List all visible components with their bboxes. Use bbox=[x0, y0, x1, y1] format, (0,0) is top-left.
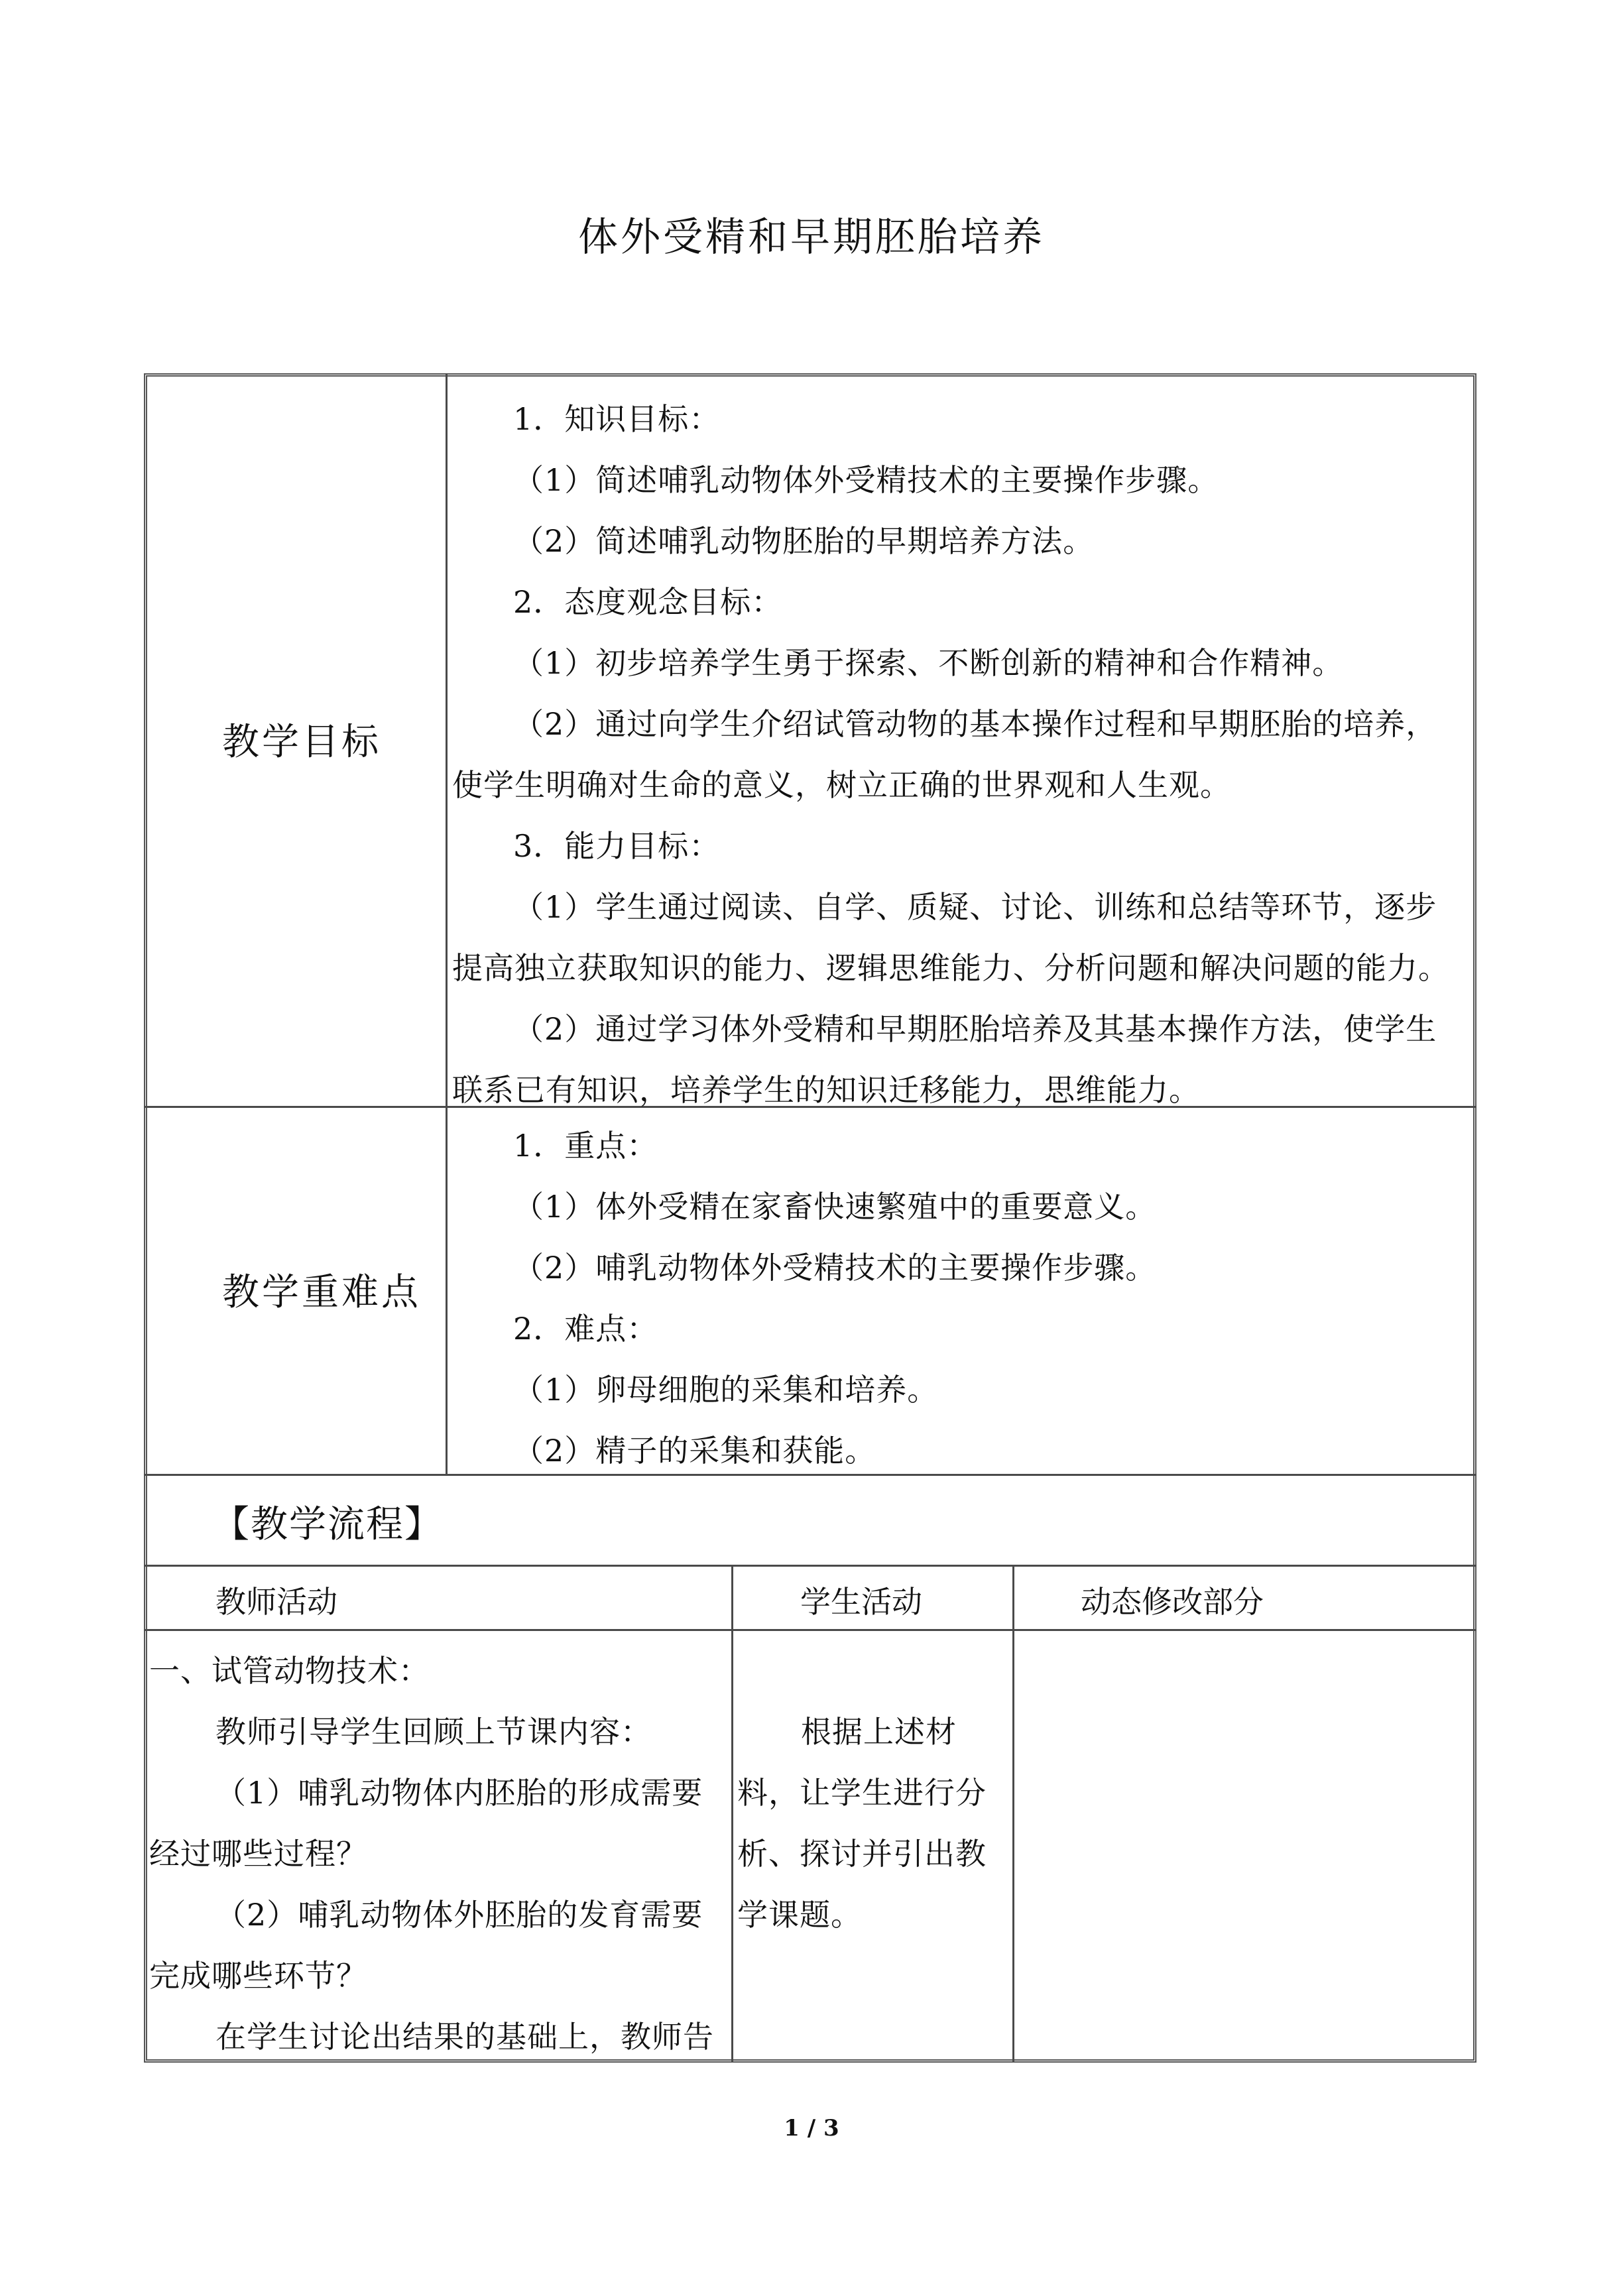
teacher-line: 在学生讨论出结果的基础上，教师告 bbox=[215, 2019, 714, 2055]
objective-line: 使学生明确对生命的意义，树立正确的世界观和人生观。 bbox=[452, 767, 1231, 803]
objective-line: （2）通过学习体外受精和早期胚胎培养及其基本操作方法，使学生 bbox=[513, 1011, 1437, 1047]
keypoint-line: （2）哺乳动物体外受精技术的主要操作步骤。 bbox=[513, 1250, 1157, 1286]
col-divider bbox=[1012, 1565, 1014, 2062]
keypoint-line: （1）体外受精在家畜快速繁殖中的重要意义。 bbox=[513, 1189, 1157, 1225]
keypoint-line: 1．重点： bbox=[513, 1128, 658, 1164]
objective-line: 联系已有知识，培养学生的知识迁移能力，思维能力。 bbox=[452, 1072, 1200, 1108]
col-divider bbox=[731, 1565, 733, 2062]
teacher-activity bbox=[149, 1640, 714, 2067]
row-divider bbox=[144, 1565, 1476, 1567]
objective-line: 2．态度观念目标： bbox=[513, 584, 783, 620]
keypoint-line: （2）精子的采集和获能。 bbox=[513, 1433, 876, 1469]
teacher-line: 完成哪些环节？ bbox=[149, 1958, 367, 1994]
page-title: 体外受精和早期胚胎培养 bbox=[578, 214, 1045, 261]
objective-line: 1．知识目标： bbox=[513, 401, 721, 437]
teacher-line: 一、试管动物技术： bbox=[149, 1653, 430, 1689]
keypoint-line: 2．难点： bbox=[513, 1311, 658, 1347]
student-line: 学课题。 bbox=[737, 1897, 862, 1933]
objective-line: （1）简述哺乳动物体外受精技术的主要操作步骤。 bbox=[513, 462, 1219, 498]
objective-line: （1）学生通过阅读、自学、质疑、讨论、训练和总结等环节，逐步 bbox=[513, 889, 1437, 925]
objectives-content bbox=[452, 389, 1449, 1120]
column-header-student: 学生活动 bbox=[800, 1584, 922, 1620]
column-header-dynamic: 动态修改部分 bbox=[1081, 1584, 1264, 1620]
objectives-label: 教学目标 bbox=[222, 721, 381, 764]
col-divider bbox=[446, 373, 448, 1474]
keypoint-line: （1）卵母细胞的采集和培养。 bbox=[513, 1372, 939, 1408]
student-line: 根据上述材 bbox=[801, 1714, 957, 1750]
objective-line: （1）初步培养学生勇于探索、不断创新的精神和合作精神。 bbox=[513, 645, 1344, 681]
student-line: 料，让学生进行分 bbox=[737, 1775, 987, 1811]
teacher-line: （1）哺乳动物体内胚胎的形成需要 bbox=[215, 1775, 703, 1811]
page-number: 1 / 3 bbox=[784, 2115, 839, 2142]
keypoints-label: 教学重难点 bbox=[222, 1271, 421, 1314]
row-divider bbox=[144, 1629, 1476, 1631]
objective-line: 提高独立获取知识的能力、逻辑思维能力、分析问题和解决问题的能力。 bbox=[452, 950, 1449, 986]
objective-line: （2）简述哺乳动物胚胎的早期培养方法。 bbox=[513, 523, 1095, 559]
student-line: 析、探讨并引出教 bbox=[737, 1836, 987, 1872]
teacher-line: 经过哪些过程？ bbox=[149, 1836, 367, 1872]
objective-line: （2）通过向学生介绍试管动物的基本操作过程和早期胚胎的培养， bbox=[513, 706, 1437, 742]
objective-line: 3．能力目标： bbox=[513, 828, 721, 864]
keypoints-content bbox=[452, 1115, 1156, 1481]
column-header-teacher: 教师活动 bbox=[215, 1584, 337, 1620]
process-heading: 【教学流程】 bbox=[212, 1503, 443, 1546]
student-activity bbox=[737, 1701, 987, 1945]
teacher-line: 教师引导学生回顾上节课内容： bbox=[215, 1714, 652, 1750]
teacher-line: （2）哺乳动物体外胚胎的发育需要 bbox=[215, 1897, 703, 1933]
